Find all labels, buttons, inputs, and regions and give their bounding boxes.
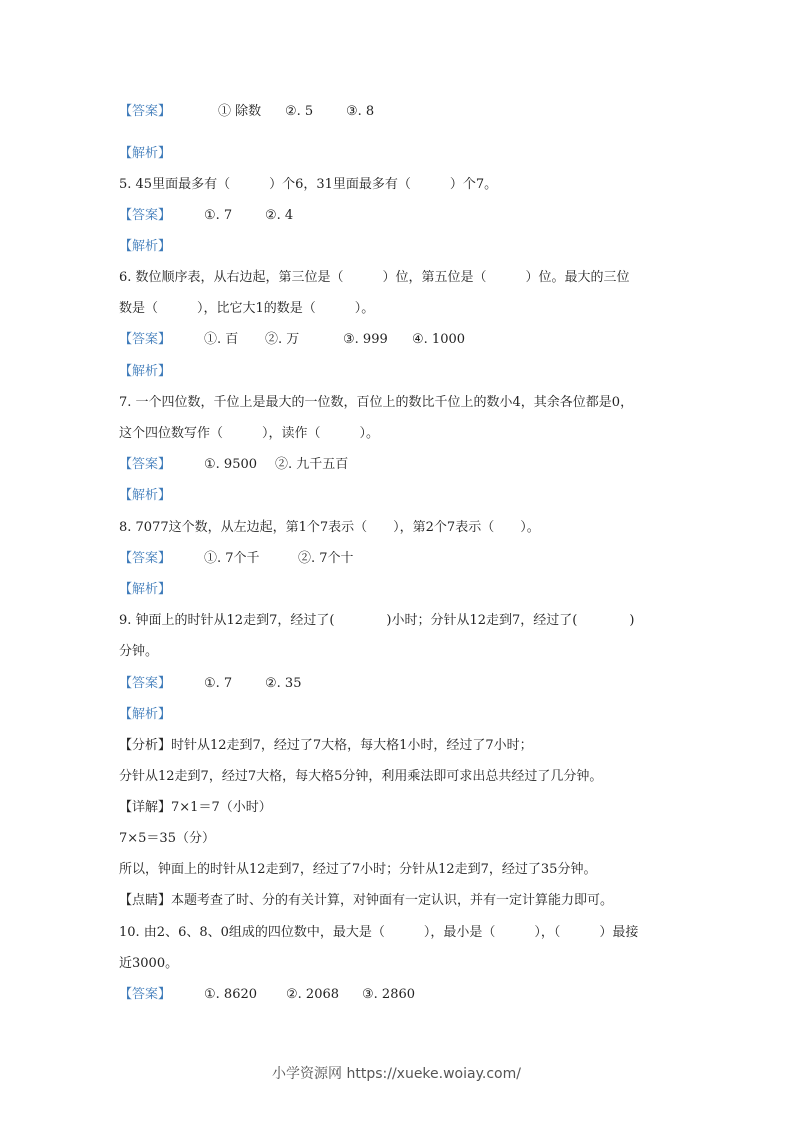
answer-item: ① 除数 bbox=[218, 104, 262, 119]
analysis-label: 【解析】 bbox=[119, 488, 172, 503]
fenxi-label: 【分析】 bbox=[119, 738, 172, 753]
answer-item: ①. 7 bbox=[204, 208, 233, 223]
answer-item: ①. 8620 bbox=[204, 987, 258, 1002]
answer-item: ②. 4 bbox=[265, 208, 294, 223]
question-9-line1: 9. 钟面上的时针从12走到7，经过了( )小时；分针从12走到7，经过了( ) bbox=[119, 613, 635, 628]
answer-label: 【答案】 bbox=[119, 332, 172, 347]
answer-label: 【答案】 bbox=[119, 208, 172, 223]
dianjing-text: 本题考查了时、分的有关计算，对钟面有一定认识，并有一定计算能力即可。 bbox=[171, 893, 614, 908]
answer-item: ③. 2860 bbox=[362, 987, 416, 1002]
answer-label: 【答案】 bbox=[119, 457, 172, 472]
fenxi-line2: 分针从12走到7，经过7大格，每大格5分钟，利用乘法即可求出总共经过了几分钟。 bbox=[119, 769, 603, 784]
answer-item: ②. 2068 bbox=[286, 987, 340, 1002]
analysis-label: 【解析】 bbox=[119, 582, 172, 597]
answer-item: ①. 7个千 bbox=[204, 551, 260, 566]
question-6-line2: 数是（ ），比它大1的数是（ ）。 bbox=[119, 301, 375, 316]
question-9-line2: 分钟。 bbox=[119, 644, 159, 659]
answer-item: ③. 999 bbox=[343, 332, 388, 347]
answer-item: ①. 9500 bbox=[204, 457, 258, 472]
question-8: 8. 7077这个数，从左边起，第1个7表示（ ），第2个7表示（ ）。 bbox=[119, 520, 540, 535]
xiangjie-line1 bbox=[119, 799, 272, 817]
answer-item: ③. 8 bbox=[346, 104, 375, 119]
dianjing-line bbox=[119, 892, 613, 910]
xiangjie-line3: 所以，钟面上的时针从12走到7，经过了7小时；分针从12走到7，经过了35分钟。 bbox=[119, 862, 597, 877]
answer-item: ②. 九千五百 bbox=[275, 457, 349, 472]
question-10-line2: 近3000。 bbox=[119, 956, 179, 971]
question-6-line1: 6. 数位顺序表，从右边起，第三位是（ ）位，第五位是（ ）位。最大的三位 bbox=[119, 270, 630, 285]
answer-item: ②. 7个十 bbox=[298, 551, 354, 566]
footer-watermark: 小学资源网 https://xueke.woiay.com/ bbox=[272, 1066, 521, 1082]
dianjing-label: 【点睛】 bbox=[119, 893, 172, 908]
analysis-label: 【解析】 bbox=[119, 707, 172, 722]
fenxi-text: 时针从12走到7，经过了7大格，每大格1小时，经过了7小时； bbox=[171, 738, 533, 753]
answer-label: 【答案】 bbox=[119, 551, 172, 566]
question-7-line1: 7. 一个四位数，千位上是最大的一位数，百位上的数比千位上的数小4，其余各位都是0， bbox=[119, 395, 634, 410]
analysis-label: 【解析】 bbox=[119, 364, 172, 379]
question-10-line1: 10. 由2、6、8、0组成的四位数中，最大是（ ），最小是（ ），（ ）最接 bbox=[119, 925, 639, 940]
xiangjie-text: 7×1＝7（小时） bbox=[171, 800, 272, 815]
analysis-label: 【解析】 bbox=[119, 146, 172, 161]
xiangjie-label: 【详解】 bbox=[119, 800, 172, 815]
fenxi-line1 bbox=[119, 737, 533, 755]
question-7-line2: 这个四位数写作（ ），读作（ ）。 bbox=[119, 426, 380, 441]
answer-item: ①. 7 bbox=[204, 676, 233, 691]
answer-label: 【答案】 bbox=[119, 104, 172, 119]
answer-label: 【答案】 bbox=[119, 676, 172, 691]
question-5: 5. 45里面最多有（ ）个6，31里面最多有（ ）个7。 bbox=[119, 177, 498, 192]
analysis-label: 【解析】 bbox=[119, 239, 172, 254]
answer-item: ②. 万 bbox=[265, 332, 300, 347]
answer-label: 【答案】 bbox=[119, 987, 172, 1002]
answer-item: ①. 百 bbox=[204, 332, 239, 347]
answer-item: ②. 35 bbox=[265, 676, 302, 691]
answer-item: ④. 1000 bbox=[412, 332, 466, 347]
xiangjie-line2: 7×5＝35（分） bbox=[119, 831, 215, 846]
answer-item: ②. 5 bbox=[285, 104, 314, 119]
